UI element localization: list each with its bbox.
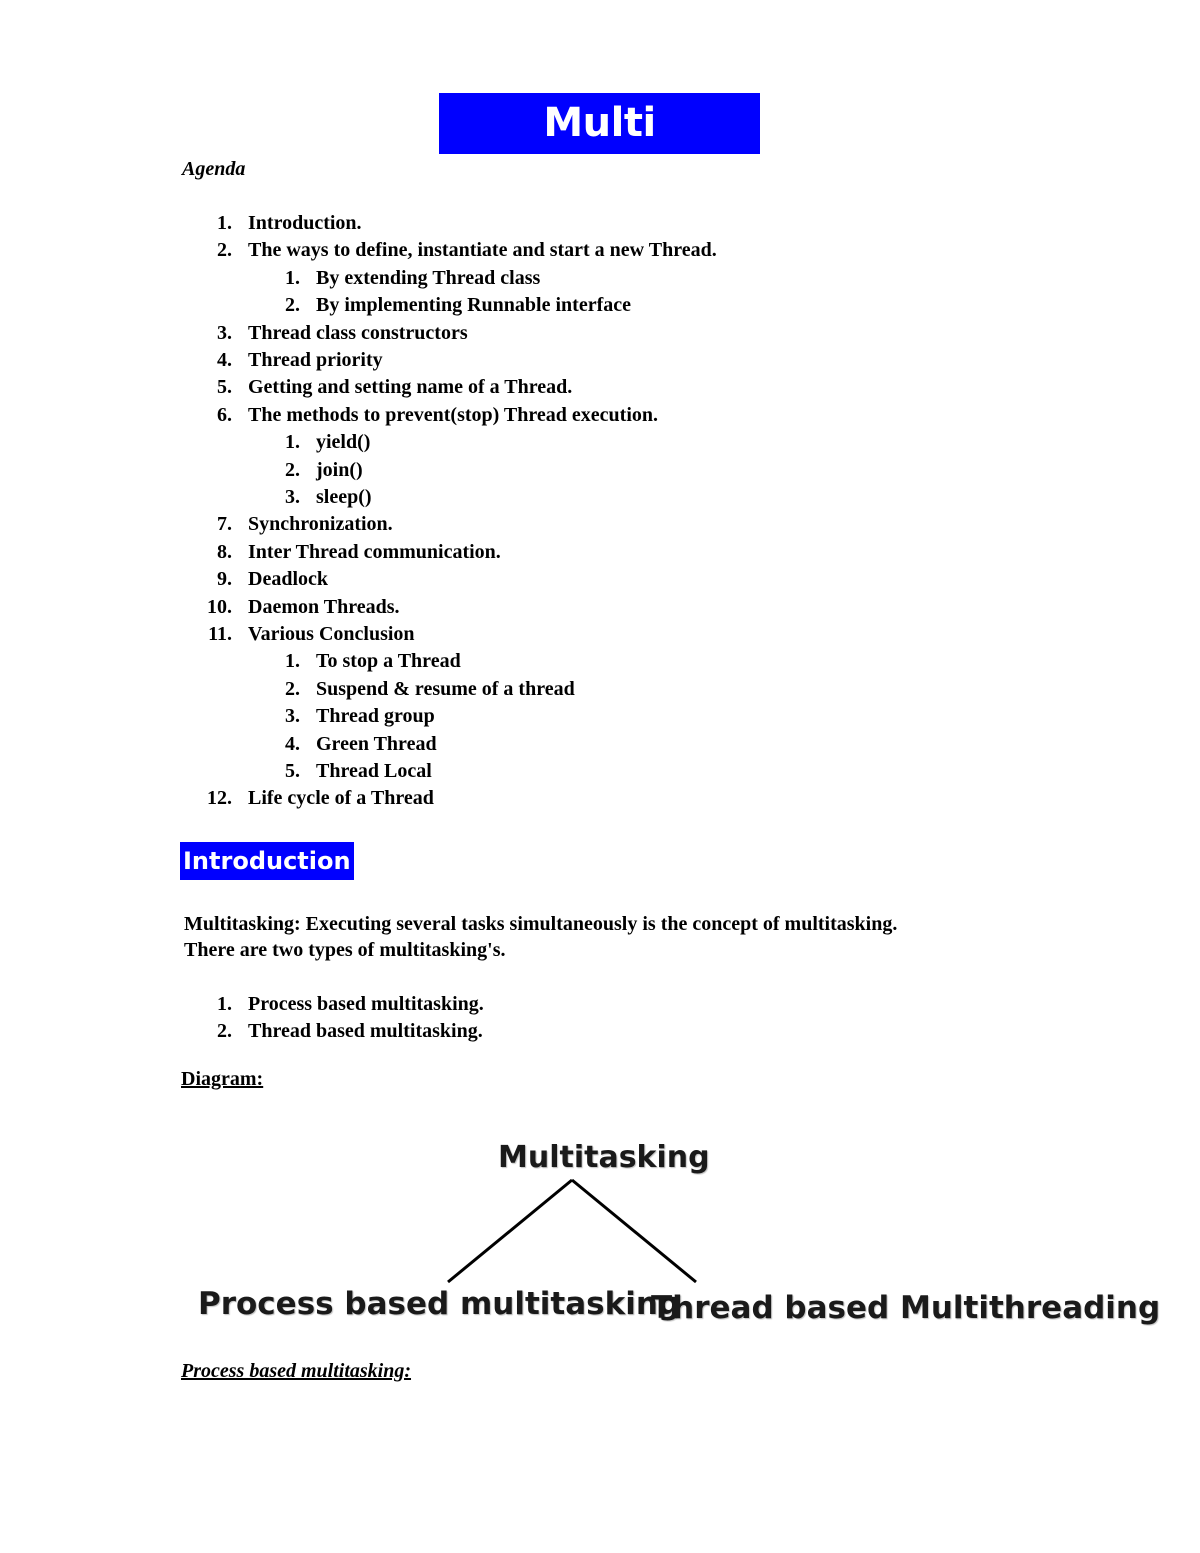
agenda-item-number: 8. — [217, 540, 232, 563]
agenda-item-number: 4. — [217, 349, 232, 371]
agenda-item-number: 3. — [285, 705, 300, 728]
agenda-item-text: Thread Local — [316, 760, 432, 782]
agenda-item-number: 3. — [217, 321, 232, 344]
agenda-item-number: 9. — [217, 568, 232, 591]
agenda-item-number: 2. — [285, 458, 300, 481]
list-item-number: 1. — [217, 993, 232, 1015]
process-based-subheading: Process based multitasking: — [181, 1360, 412, 1382]
diagram-right-node: Thread based Multithreading — [651, 1290, 1161, 1326]
agenda-item-text: Suspend & resume of a thread — [316, 677, 575, 700]
agenda-item-number: 2. — [217, 239, 232, 262]
diagram-root-node: Multitasking — [498, 1140, 710, 1175]
agenda-item-number: 6. — [217, 403, 232, 426]
agenda-item-text: Green Thread — [316, 732, 437, 755]
agenda-item-text: By extending Thread class — [316, 266, 541, 289]
agenda-item-text: Various Conclusion — [248, 623, 415, 645]
agenda-item-text: join() — [316, 458, 363, 481]
list-item-number: 2. — [217, 1020, 232, 1042]
agenda-item-number: 11. — [208, 623, 232, 645]
agenda-item-text: Inter Thread communication. — [248, 540, 501, 563]
agenda-item-text: Thread group — [316, 705, 435, 728]
agenda-item-number: 4. — [285, 732, 300, 755]
agenda-item-number: 2. — [285, 294, 300, 317]
intro-paragraph-line-2: There are two types of multitasking's. — [184, 939, 506, 961]
agenda-item-number: 1. — [217, 212, 232, 234]
agenda-item-text: Thread priority — [248, 349, 383, 371]
agenda-label: Agenda — [182, 158, 246, 180]
agenda-item-number: 2. — [285, 677, 300, 700]
agenda-item-text: Daemon Threads. — [248, 595, 400, 618]
agenda-item-text: Deadlock — [248, 568, 328, 591]
list-item-text: Process based multitasking. — [248, 993, 484, 1015]
agenda-item-text: To stop a Thread — [316, 650, 461, 673]
agenda-item-text: sleep() — [316, 486, 372, 508]
agenda-item-text: Introduction. — [248, 212, 362, 234]
diagram-label: Diagram: — [181, 1068, 264, 1090]
agenda-item-number: 10. — [207, 595, 232, 618]
agenda-item-text: Thread class constructors — [248, 321, 468, 344]
introduction-heading: Introduction — [180, 842, 354, 880]
agenda-item-number: 3. — [285, 486, 300, 508]
agenda-item-number: 7. — [217, 513, 232, 536]
diagram-left-node: Process based multitasking — [198, 1286, 681, 1322]
agenda-item-number: 1. — [285, 650, 300, 673]
agenda-item-text: By implementing Runnable interface — [316, 294, 631, 317]
agenda-item-number: 12. — [207, 787, 232, 810]
agenda-item-number: 5. — [217, 376, 232, 399]
page-title: Multi Threading — [439, 93, 760, 154]
agenda-item-text: The ways to define, instantiate and start a new Thread. — [248, 239, 717, 262]
agenda-item-number: 1. — [285, 431, 300, 454]
agenda-item-text: Getting and setting name of a Thread. — [248, 376, 573, 399]
agenda-item-text: yield() — [316, 431, 371, 454]
connector-left — [448, 1180, 572, 1282]
connector-right — [572, 1180, 696, 1282]
agenda-item-number: 1. — [285, 266, 300, 289]
agenda-item-text: Synchronization. — [248, 513, 393, 536]
agenda-item-text: Life cycle of a Thread — [248, 787, 434, 810]
agenda-item-text: The methods to prevent(stop) Thread execution. — [248, 403, 658, 426]
intro-paragraph-line-1: Multitasking: Executing several tasks simultaneously is the concept of multitasking. — [184, 913, 898, 935]
list-item-text: Thread based multitasking. — [248, 1020, 483, 1042]
agenda-item-number: 5. — [285, 760, 300, 782]
